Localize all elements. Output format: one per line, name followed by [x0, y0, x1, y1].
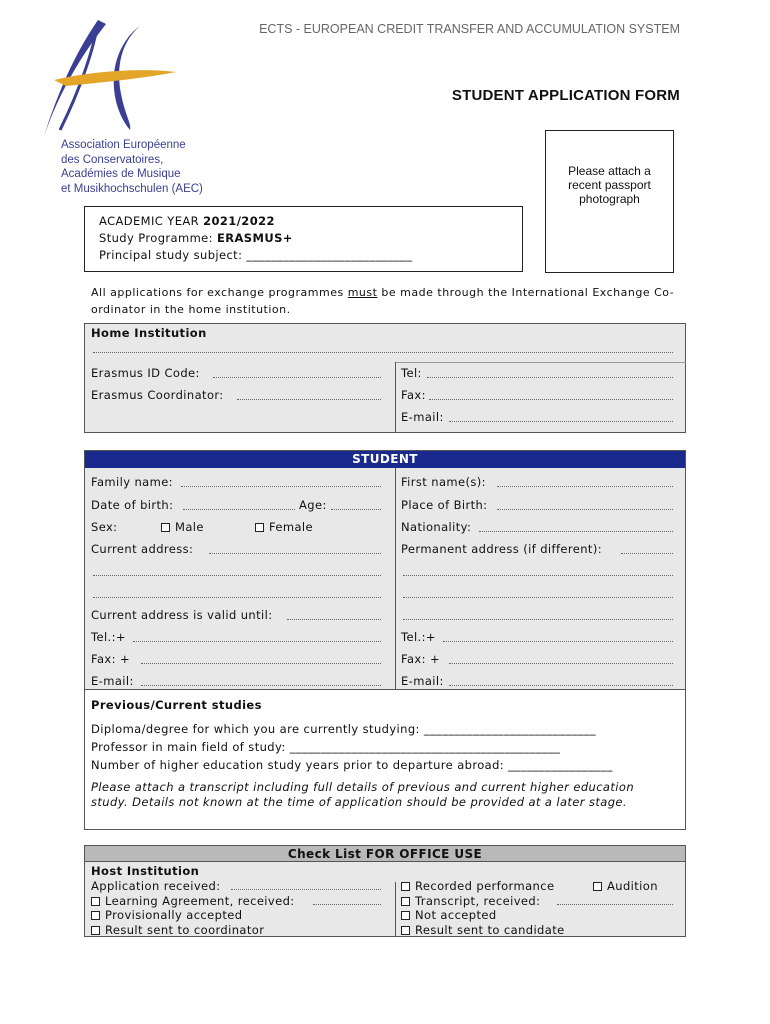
erasmus-coordinator-label: Erasmus Coordinator:: [91, 388, 224, 402]
photo-line-3: photograph: [579, 192, 640, 206]
programme-value: ERASMUS+: [217, 231, 293, 245]
photo-box[interactable]: [545, 130, 674, 273]
family-name-label: Family name:: [91, 475, 173, 489]
recorded-performance-option[interactable]: [401, 879, 554, 893]
checkbox-icon[interactable]: [401, 882, 410, 891]
transcript-option[interactable]: [401, 894, 540, 908]
fax-right-field[interactable]: [449, 663, 673, 664]
home-institution-section: [84, 323, 686, 433]
system-title: ECTS - EUROPEAN CREDIT TRANSFER AND ACCUMULATION SYSTEM: [259, 22, 680, 36]
permanent-address-field-2[interactable]: [403, 575, 673, 576]
year-value: 2021/2022: [203, 214, 275, 228]
home-tel-field[interactable]: [427, 377, 673, 378]
student-details-area: [85, 468, 685, 689]
sex-label: Sex:: [91, 520, 118, 534]
org-line-4: et Musikhochschulen (AEC): [61, 182, 203, 195]
nationality-label: Nationality:: [401, 520, 472, 534]
not-accepted-option[interactable]: [401, 908, 497, 922]
valid-until-label: Current address is valid until:: [91, 608, 273, 622]
nationality-field[interactable]: [479, 531, 673, 532]
organisation-name: [61, 138, 203, 196]
permanent-address-field-1[interactable]: [621, 553, 673, 554]
fax-right-label: Fax: +: [401, 652, 440, 666]
provisionally-accepted-label: Provisionally accepted: [105, 908, 243, 922]
column-divider: [395, 362, 396, 433]
application-received-label: Application received:: [91, 879, 221, 893]
learning-agreement-label: Learning Agreement, received:: [105, 894, 295, 908]
principal-subject-field[interactable]: Principal study subject: ___________________________: [99, 248, 413, 262]
column-divider: [395, 468, 396, 689]
academic-year-box: [84, 206, 523, 272]
aec-logo: [36, 18, 186, 138]
permanent-address-label: Permanent address (if different):: [401, 542, 602, 556]
erasmus-id-field[interactable]: [213, 377, 381, 378]
family-name-field[interactable]: [181, 486, 381, 487]
office-use-section: [84, 845, 686, 937]
application-received-field[interactable]: [231, 889, 381, 890]
column-divider: [395, 882, 396, 937]
year-label: ACADEMIC YEAR: [99, 214, 204, 228]
intro-must: must: [347, 286, 378, 299]
email-left-field[interactable]: [141, 685, 381, 686]
divider: [395, 362, 686, 363]
email-left-label: E-mail:: [91, 674, 134, 688]
intro-part-1: All applications for exchange programmes: [91, 286, 348, 299]
sex-male-option[interactable]: [161, 520, 204, 534]
fax-left-label: Fax: +: [91, 652, 130, 666]
study-years-field[interactable]: Number of higher education study years prior to departure abroad: _________________: [91, 758, 613, 772]
transcript-note-line-1: Please attach a transcript including full details of previous and current higher education: [91, 780, 635, 794]
result-candidate-option[interactable]: [401, 923, 565, 937]
first-names-label: First name(s):: [401, 475, 486, 489]
transcript-field[interactable]: [557, 904, 673, 905]
diploma-field[interactable]: Diploma/degree for which you are currently studying: ____________________________: [91, 722, 597, 736]
fax-left-field[interactable]: [141, 663, 381, 664]
male-label: Male: [175, 520, 204, 534]
intro-part-2: be made through the International Exchange Co-ordinator in the home institution.: [91, 286, 675, 316]
home-tel-label: Tel:: [401, 366, 422, 380]
form-title: STUDENT APPLICATION FORM: [451, 87, 680, 104]
tel-right-field[interactable]: [443, 641, 673, 642]
office-use-title: Check List FOR OFFICE USE: [85, 846, 685, 862]
learning-agreement-field[interactable]: [313, 904, 381, 905]
org-line-3: Académies de Musique: [61, 168, 181, 180]
tel-left-label: Tel.:+: [91, 630, 126, 644]
studies-title: Previous/Current studies: [91, 698, 262, 712]
tel-right-label: Tel.:+: [401, 630, 436, 644]
transcript-label: Transcript, received:: [415, 894, 541, 908]
valid-until-field[interactable]: [287, 619, 381, 620]
intro-text: [91, 284, 681, 318]
current-address-field-2[interactable]: [93, 575, 381, 576]
permanent-address-field-4[interactable]: [403, 619, 673, 620]
org-line-2: des Conservatoires,: [61, 153, 164, 166]
permanent-address-field-3[interactable]: [403, 597, 673, 598]
checkbox-icon[interactable]: [401, 897, 410, 906]
checkbox-icon[interactable]: [255, 523, 264, 532]
not-accepted-label: Not accepted: [415, 908, 497, 922]
home-institution-name-field[interactable]: [93, 352, 673, 353]
audition-option[interactable]: [593, 879, 658, 893]
email-right-label: E-mail:: [401, 674, 444, 688]
age-field[interactable]: [331, 509, 381, 510]
checkbox-icon[interactable]: [401, 926, 410, 935]
current-address-field-3[interactable]: [93, 597, 381, 598]
tel-left-field[interactable]: [133, 641, 381, 642]
dob-field[interactable]: [183, 509, 295, 510]
checkbox-icon[interactable]: [91, 911, 100, 920]
checkbox-icon[interactable]: [401, 911, 410, 920]
home-fax-label: Fax:: [401, 388, 426, 402]
first-names-field[interactable]: [497, 486, 673, 487]
current-address-label: Current address:: [91, 542, 194, 556]
photo-line-1: Please attach a: [568, 164, 651, 178]
divider: [85, 689, 685, 690]
erasmus-id-label: Erasmus ID Code:: [91, 366, 200, 380]
host-institution-label: Host Institution: [91, 864, 200, 878]
recorded-performance-label: Recorded performance: [415, 879, 555, 893]
photo-line-2: recent passport: [568, 178, 651, 192]
audition-label: Audition: [607, 879, 658, 893]
study-programme: [99, 230, 508, 247]
student-section: [84, 450, 686, 830]
current-address-field-1[interactable]: [209, 553, 381, 554]
checkbox-icon[interactable]: [91, 926, 100, 935]
place-of-birth-label: Place of Birth:: [401, 498, 488, 512]
age-label: Age:: [299, 498, 327, 512]
academic-year: [99, 213, 508, 230]
professor-field[interactable]: Professor in main field of study: ____________________________________________: [91, 740, 561, 754]
result-coordinator-label: Result sent to coordinator: [105, 923, 265, 937]
email-right-field[interactable]: [449, 685, 673, 686]
place-of-birth-field[interactable]: [497, 509, 673, 510]
provisionally-accepted-option[interactable]: [91, 908, 242, 922]
org-line-1: Association Européenne: [61, 139, 186, 151]
student-title: STUDENT: [85, 451, 685, 468]
dob-label: Date of birth:: [91, 498, 174, 512]
result-coordinator-option[interactable]: [91, 923, 264, 937]
home-fax-field[interactable]: [429, 399, 673, 400]
home-institution-title: Home Institution: [91, 326, 207, 340]
checkbox-icon[interactable]: [91, 897, 100, 906]
sex-female-option[interactable]: [255, 520, 313, 534]
checkbox-icon[interactable]: [593, 882, 602, 891]
transcript-note-line-2: study. Details not known at the time of application should be provided at a later stage.: [91, 795, 627, 809]
checkbox-icon[interactable]: [161, 523, 170, 532]
erasmus-coordinator-field[interactable]: [237, 399, 381, 400]
learning-agreement-option[interactable]: [91, 894, 295, 908]
programme-label: Study Programme:: [99, 231, 217, 245]
home-email-field[interactable]: [449, 421, 673, 422]
home-email-label: E-mail:: [401, 410, 444, 424]
female-label: Female: [269, 520, 313, 534]
result-candidate-label: Result sent to candidate: [415, 923, 565, 937]
